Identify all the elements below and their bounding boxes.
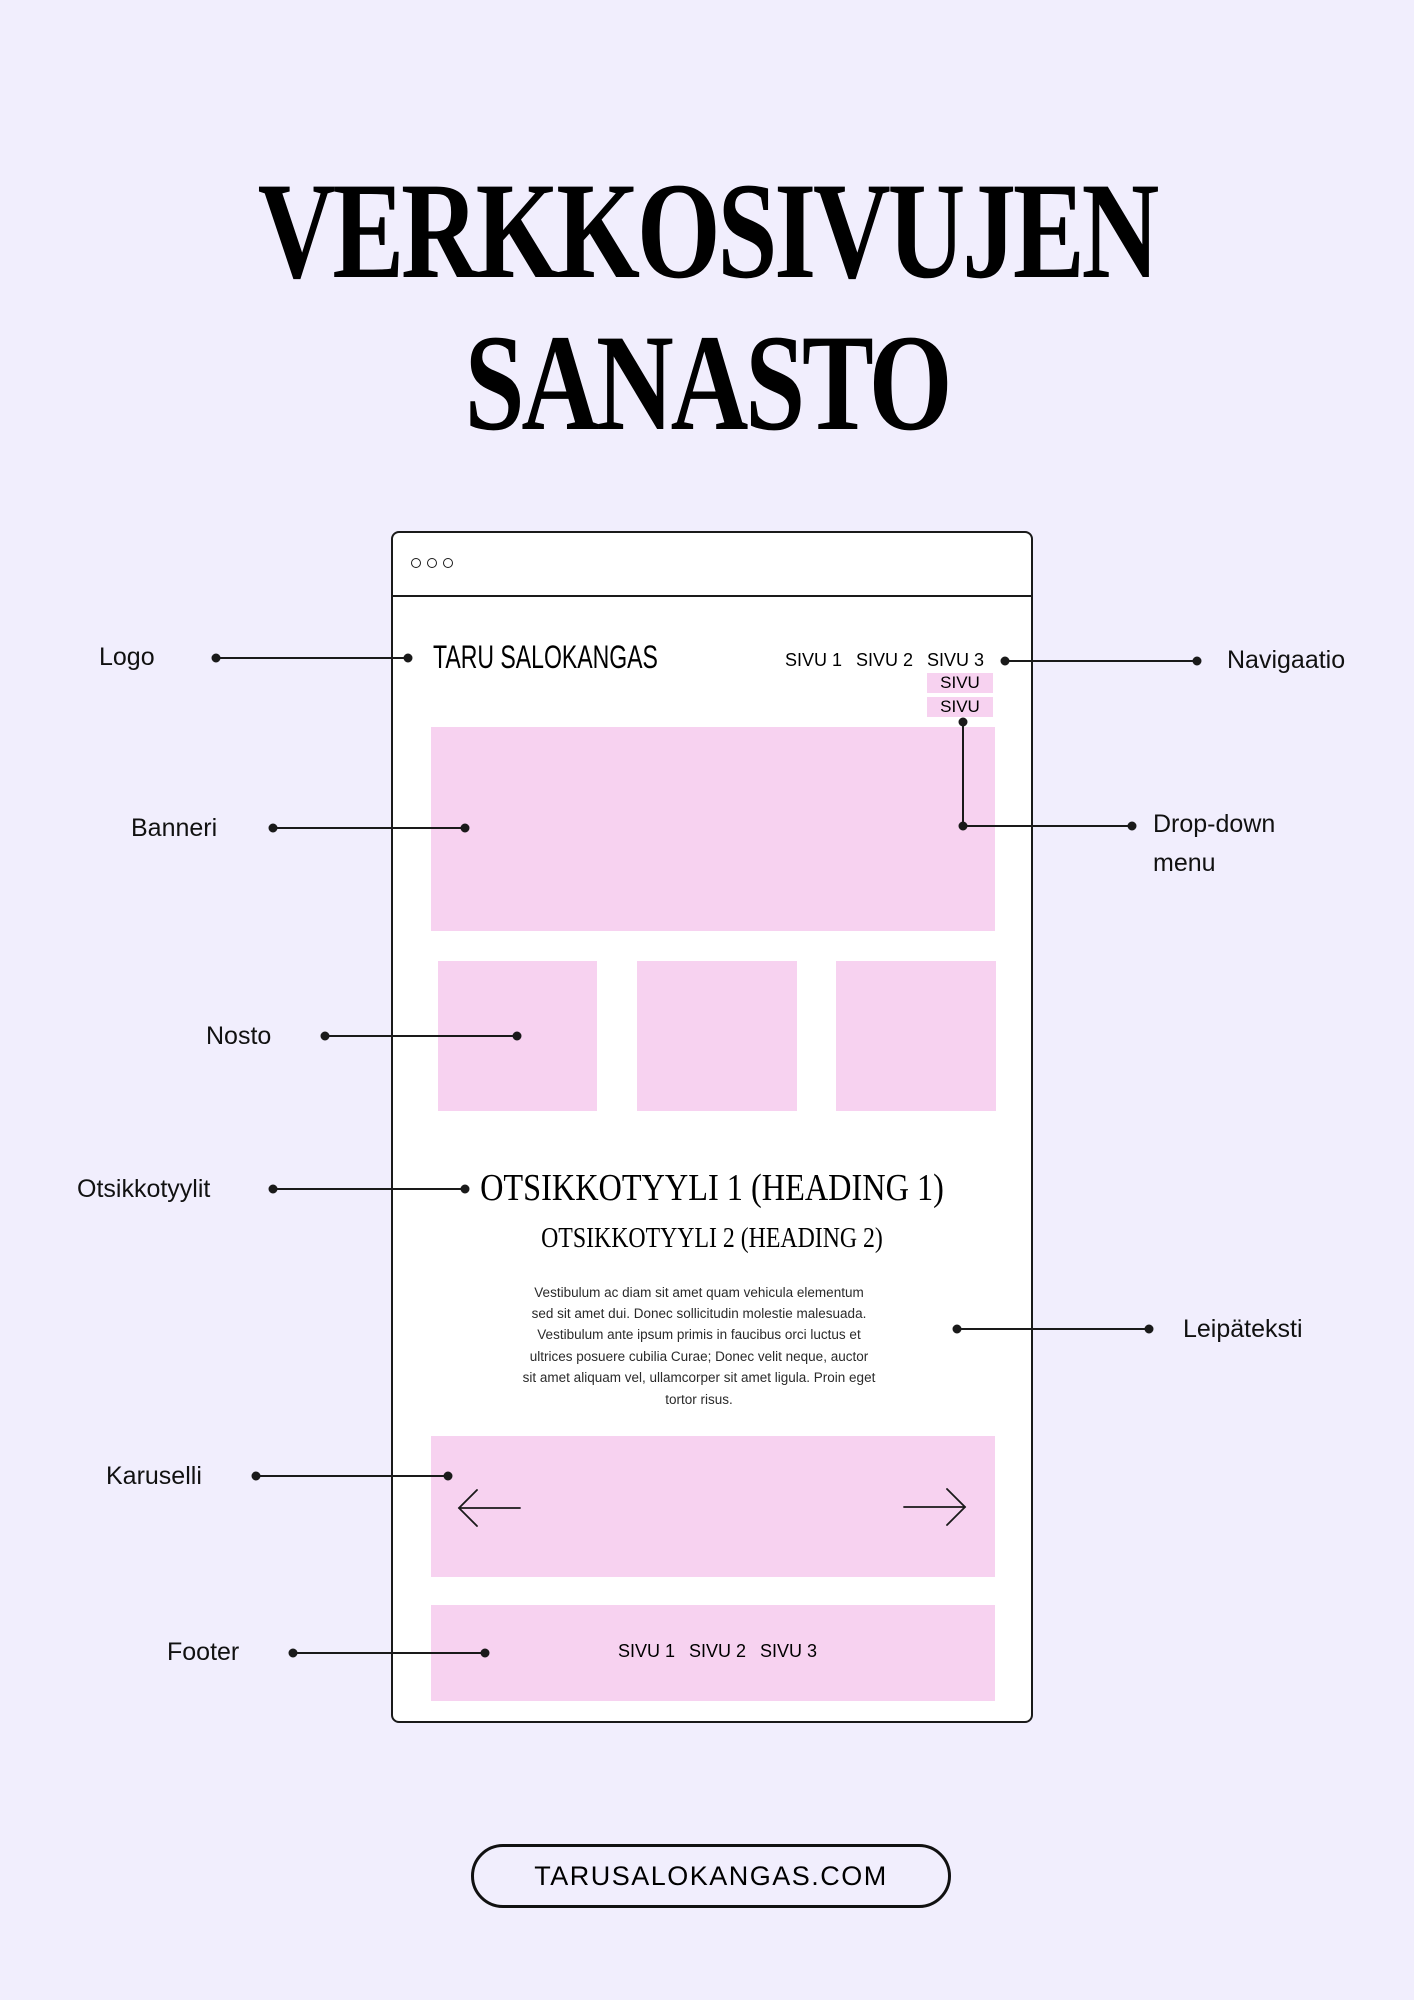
page-title-line-2: SANASTO: [464, 306, 950, 459]
label-body-text: Leipäteksti: [1183, 1315, 1303, 1343]
footer-nav-item-sivu-3: SIVU 3: [760, 1641, 818, 1661]
label-dropdown-line-2: menu: [1153, 849, 1216, 877]
nav-item-sivu-2: SIVU 2: [856, 650, 914, 670]
dropdown-item: SIVU: [927, 673, 993, 693]
footer-nav-item-sivu-1: SIVU 1: [618, 1641, 676, 1661]
body-text-line: tortor risus.: [665, 1392, 733, 1407]
label-logo: Logo: [99, 643, 155, 671]
body-text-line: sit amet aliquam vel, ullamcorper sit amet ligula. Proin eget: [522, 1370, 876, 1385]
page-title-line-1: VERKKOSIVUJEN: [257, 154, 1157, 307]
label-headings: Otsikkotyylit: [77, 1175, 211, 1203]
nav-item-sivu-1: SIVU 1: [785, 650, 843, 670]
label-carousel: Karuselli: [106, 1462, 202, 1490]
body-text-line: Vestibulum ante ipsum primis in faucibus orci luctus et: [537, 1327, 861, 1342]
website-url-link[interactable]: TARUSALOKANGAS.COM: [471, 1844, 951, 1908]
label-banner: Banneri: [131, 814, 218, 842]
label-navigation: Navigaatio: [1227, 646, 1346, 674]
site-logo: TARU SALOKANGAS: [433, 639, 658, 675]
footer-nav-item-sivu-2: SIVU 2: [689, 1641, 747, 1661]
label-nosto: Nosto: [206, 1022, 272, 1050]
body-text-line: sed sit amet dui. Donec sollicitudin molestie malesuada.: [531, 1306, 867, 1321]
heading-2-sample: OTSIKKOTYYLI 2 (HEADING 2): [541, 1223, 883, 1254]
heading-1-sample: OTSIKKOTYYLI 1 (HEADING 1): [480, 1167, 944, 1209]
nav-item-sivu-3: SIVU 3: [927, 650, 985, 670]
label-dropdown-line-1: Drop-down: [1153, 810, 1276, 838]
connector-dropdown: [963, 722, 1132, 826]
label-footer: Footer: [167, 1638, 240, 1666]
body-text-line: Vestibulum ac diam sit amet quam vehicula elementum: [534, 1285, 864, 1300]
dropdown-item: SIVU: [927, 697, 993, 717]
body-text-line: ultrices posuere cubilia Curae; Donec velit neque, auctor: [529, 1349, 869, 1364]
